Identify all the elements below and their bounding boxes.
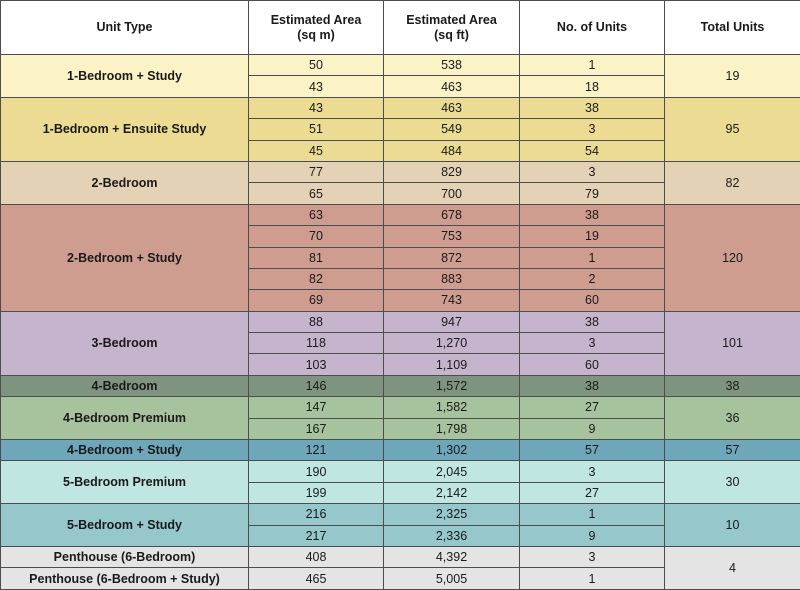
num-units-cell: 9	[520, 525, 665, 546]
area-sqm-cell: 69	[249, 290, 384, 311]
header-area-sqm	[249, 1, 384, 55]
area-sqft-cell: 753	[384, 226, 520, 247]
total-units-cell: 57	[665, 440, 800, 461]
num-units-cell: 79	[520, 183, 665, 204]
area-sqft-cell: 5,005	[384, 568, 520, 589]
num-units-cell: 27	[520, 482, 665, 503]
table-row	[1, 161, 800, 182]
table-row	[1, 504, 800, 525]
unit-type-cell: 2-Bedroom + Study	[1, 204, 249, 311]
area-sqft-cell: 1,572	[384, 375, 520, 396]
header-unit-type: Unit Type	[1, 1, 249, 55]
unit-type-cell: 5-Bedroom Premium	[1, 461, 249, 504]
table-row	[1, 55, 800, 76]
num-units-cell: 60	[520, 290, 665, 311]
area-sqm-cell: 147	[249, 397, 384, 418]
total-units-cell: 120	[665, 204, 800, 311]
area-sqft-cell: 1,302	[384, 440, 520, 461]
num-units-cell: 1	[520, 55, 665, 76]
area-sqm-cell: 70	[249, 226, 384, 247]
unit-type-cell: 2-Bedroom	[1, 161, 249, 204]
area-sqft-cell: 2,325	[384, 504, 520, 525]
area-sqm-cell: 167	[249, 418, 384, 439]
area-sqm-cell: 50	[249, 55, 384, 76]
area-sqm-cell: 103	[249, 354, 384, 375]
table-row	[1, 311, 800, 332]
num-units-cell: 19	[520, 226, 665, 247]
header-area-sqft-label: Estimated Area	[384, 13, 519, 28]
area-sqm-cell: 121	[249, 440, 384, 461]
area-sqft-cell: 549	[384, 119, 520, 140]
unit-type-cell: 1-Bedroom + Study	[1, 55, 249, 98]
area-sqm-cell: 216	[249, 504, 384, 525]
num-units-cell: 57	[520, 440, 665, 461]
area-sqft-cell: 2,142	[384, 482, 520, 503]
num-units-cell: 3	[520, 161, 665, 182]
area-sqm-cell: 43	[249, 76, 384, 97]
area-sqft-cell: 4,392	[384, 546, 520, 567]
area-sqft-cell: 743	[384, 290, 520, 311]
area-sqm-cell: 63	[249, 204, 384, 225]
area-sqm-cell: 88	[249, 311, 384, 332]
area-sqm-cell: 81	[249, 247, 384, 268]
num-units-cell: 3	[520, 333, 665, 354]
num-units-cell: 38	[520, 97, 665, 118]
area-sqft-cell: 1,798	[384, 418, 520, 439]
area-sqft-cell: 538	[384, 55, 520, 76]
header-area-sqm-label: Estimated Area	[249, 13, 383, 28]
header-area-sqft-unit: (sq ft)	[384, 28, 519, 43]
header-area-sqm-unit: (sq m)	[249, 28, 383, 43]
unit-type-cell: Penthouse (6-Bedroom + Study)	[1, 568, 249, 589]
area-sqft-cell: 883	[384, 268, 520, 289]
unit-type-cell: Penthouse (6-Bedroom)	[1, 546, 249, 567]
area-sqft-cell: 1,109	[384, 354, 520, 375]
area-sqm-cell: 190	[249, 461, 384, 482]
total-units-cell: 82	[665, 161, 800, 204]
unit-type-cell: 5-Bedroom + Study	[1, 504, 249, 547]
num-units-cell: 60	[520, 354, 665, 375]
num-units-cell: 54	[520, 140, 665, 161]
area-sqft-cell: 2,336	[384, 525, 520, 546]
num-units-cell: 3	[520, 546, 665, 567]
table-row	[1, 97, 800, 118]
area-sqm-cell: 146	[249, 375, 384, 396]
num-units-cell: 3	[520, 119, 665, 140]
area-sqm-cell: 77	[249, 161, 384, 182]
unit-type-cell: 4-Bedroom	[1, 375, 249, 396]
area-sqm-cell: 82	[249, 268, 384, 289]
area-sqft-cell: 1,582	[384, 397, 520, 418]
total-units-cell: 36	[665, 397, 800, 440]
header-num-units: No. of Units	[520, 1, 665, 55]
num-units-cell: 2	[520, 268, 665, 289]
area-sqm-cell: 45	[249, 140, 384, 161]
area-sqft-cell: 947	[384, 311, 520, 332]
num-units-cell: 1	[520, 504, 665, 525]
num-units-cell: 27	[520, 397, 665, 418]
unit-type-cell: 3-Bedroom	[1, 311, 249, 375]
num-units-cell: 38	[520, 375, 665, 396]
table-row	[1, 546, 800, 567]
area-sqm-cell: 51	[249, 119, 384, 140]
area-sqm-cell: 118	[249, 333, 384, 354]
area-sqft-cell: 1,270	[384, 333, 520, 354]
area-sqft-cell: 484	[384, 140, 520, 161]
table-row	[1, 440, 800, 461]
num-units-cell: 3	[520, 461, 665, 482]
num-units-cell: 38	[520, 311, 665, 332]
total-units-cell: 30	[665, 461, 800, 504]
total-units-cell: 4	[665, 546, 800, 589]
table-row	[1, 461, 800, 482]
total-units-cell: 19	[665, 55, 800, 98]
area-sqft-cell: 872	[384, 247, 520, 268]
table-row	[1, 397, 800, 418]
area-sqm-cell: 217	[249, 525, 384, 546]
area-sqft-cell: 463	[384, 97, 520, 118]
area-sqft-cell: 678	[384, 204, 520, 225]
area-sqft-cell: 463	[384, 76, 520, 97]
area-sqm-cell: 465	[249, 568, 384, 589]
unit-type-cell: 4-Bedroom Premium	[1, 397, 249, 440]
num-units-cell: 9	[520, 418, 665, 439]
unit-type-cell: 4-Bedroom + Study	[1, 440, 249, 461]
area-sqm-cell: 43	[249, 97, 384, 118]
total-units-cell: 38	[665, 375, 800, 396]
area-sqft-cell: 829	[384, 161, 520, 182]
area-sqft-cell: 2,045	[384, 461, 520, 482]
header-row	[1, 1, 800, 55]
unit-type-cell: 1-Bedroom + Ensuite Study	[1, 97, 249, 161]
area-sqft-cell: 700	[384, 183, 520, 204]
num-units-cell: 1	[520, 247, 665, 268]
table-row	[1, 204, 800, 225]
area-sqm-cell: 199	[249, 482, 384, 503]
total-units-cell: 95	[665, 97, 800, 161]
total-units-cell: 101	[665, 311, 800, 375]
area-sqm-cell: 65	[249, 183, 384, 204]
num-units-cell: 18	[520, 76, 665, 97]
area-sqm-cell: 408	[249, 546, 384, 567]
header-total-units: Total Units	[665, 1, 800, 55]
table-row	[1, 375, 800, 396]
total-units-cell: 10	[665, 504, 800, 547]
num-units-cell: 1	[520, 568, 665, 589]
num-units-cell: 38	[520, 204, 665, 225]
table-body	[1, 55, 800, 590]
header-area-sqft	[384, 1, 520, 55]
